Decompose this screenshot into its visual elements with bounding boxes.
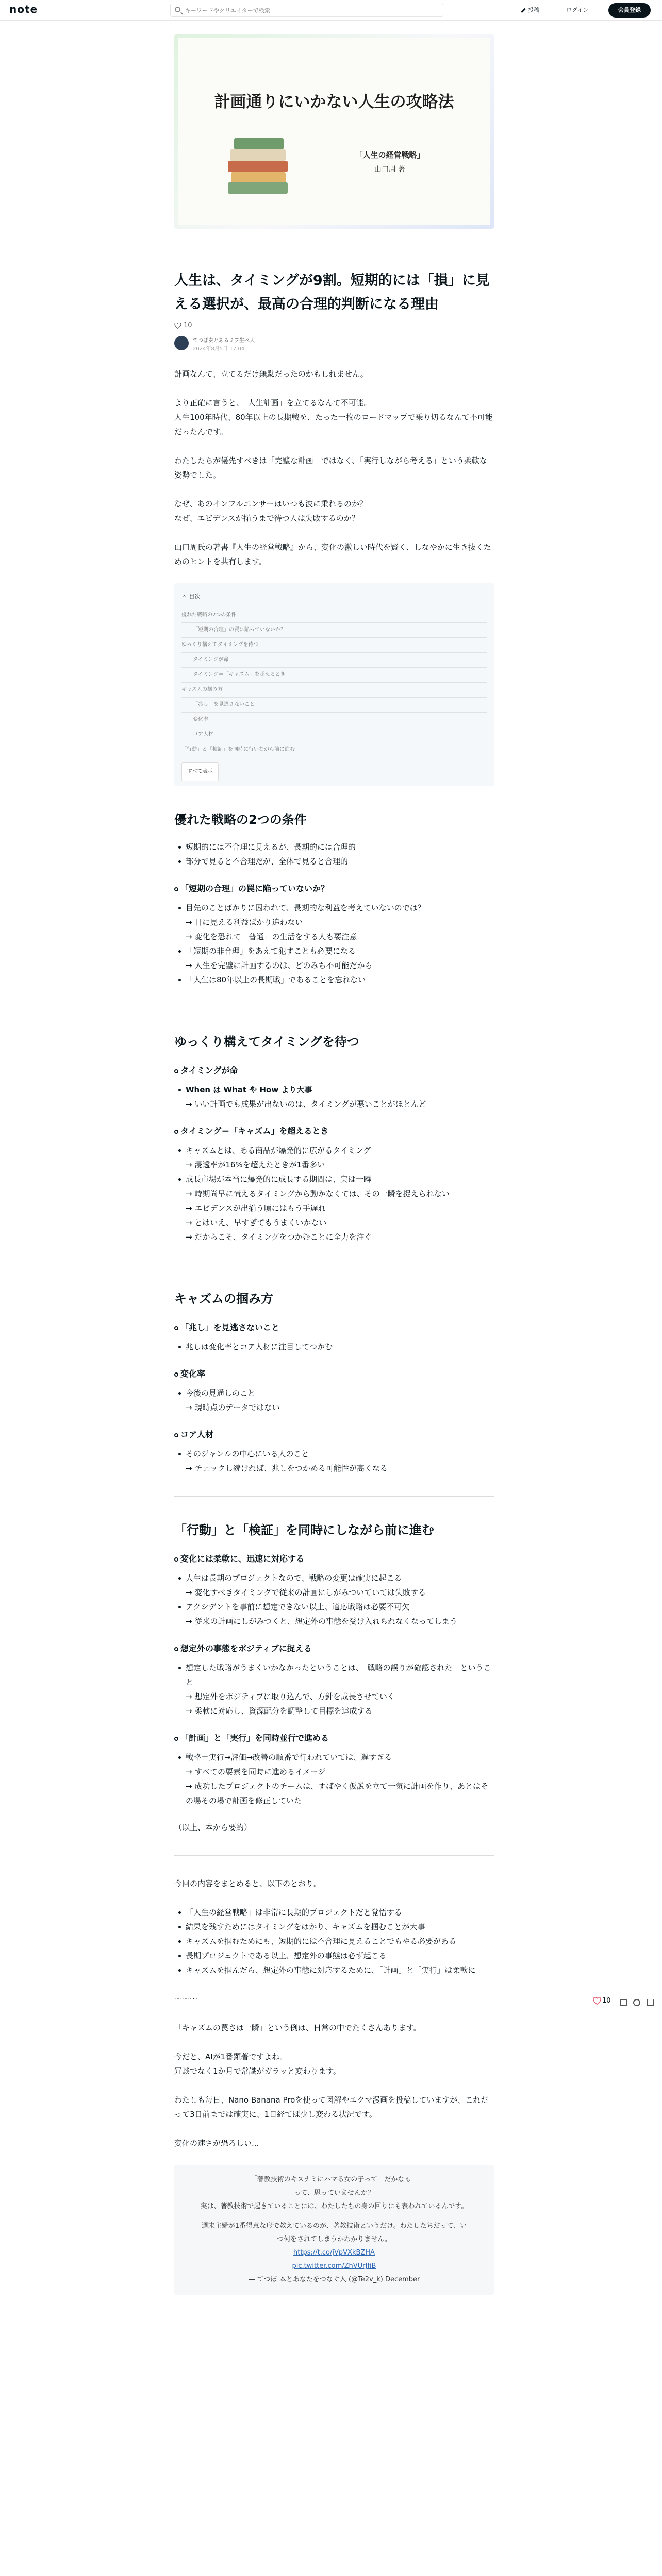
article-main xyxy=(174,34,494,2295)
subsection-heading: 想定外の事態をポジティブに捉える xyxy=(174,1642,494,1655)
paragraph: わたしも毎日、Nano Banana Proを使って図解やエクマ漫画を投稿していますが、これだって3日前までは確実に、1日経てば少し変わる状況です。 xyxy=(174,2095,489,2119)
search-box[interactable] xyxy=(170,4,443,17)
list-item: キャズムとは、ある商品が爆発的に広がるタイミング xyxy=(174,1143,494,1158)
circle-icon xyxy=(174,1433,178,1437)
sub-item: → 変化すべきタイミングで従来の計画にしがみついていては失敗する xyxy=(186,1588,426,1597)
list-item: 目先のことばかりに囚われて、長期的な利益を考えていないのでは？ xyxy=(174,901,494,915)
like-heart-icon[interactable] xyxy=(593,1997,601,2005)
subsection-heading: コア人材 xyxy=(174,1428,494,1442)
floating-action-bar xyxy=(593,1997,655,2009)
like-count: 10 xyxy=(184,321,192,329)
circle-icon xyxy=(174,1130,178,1134)
sub-item: → 浸透率が16%を超えたときが1番多い xyxy=(186,1160,325,1170)
login-link[interactable]: ログイン xyxy=(566,7,589,13)
avatar[interactable] xyxy=(174,336,189,350)
toc-toggle-icon: ＾ xyxy=(181,593,189,600)
toc-item[interactable]: ゆっくり構えてタイミングを待つ xyxy=(181,638,487,653)
paragraph: 今だと、AIが1番顕著ですよね。 冗談でなく1か月で常識がガラッと変わります。 xyxy=(174,2052,341,2076)
eyecatch-image xyxy=(174,34,494,229)
bullet-list xyxy=(174,1571,494,1585)
summary-list xyxy=(174,1905,494,1977)
post-label: 投稿 xyxy=(528,7,539,13)
list-item: 戦略＝実行→評価→改善の順番で行われていては、遅すぎる xyxy=(174,1750,494,1765)
divider xyxy=(174,1855,494,1856)
circle-icon xyxy=(174,1737,178,1741)
sub-item: → とはいえ、早すぎてもうまくいかない xyxy=(186,1218,327,1227)
like-count-row[interactable] xyxy=(174,321,494,333)
section-heading: 「行動」と「検証」を同時にしながら前に進む xyxy=(174,1523,434,1537)
subsection-heading: タイミング＝「キャズム」を超えるとき xyxy=(174,1125,494,1138)
circle-icon xyxy=(174,1326,178,1330)
list-item: 想定した戦略がうまくいかなかったということは、「戦略の誤りが確認された」ということ xyxy=(174,1660,494,1689)
subsection-heading: 「計画」と「実行」を同時並行で進める xyxy=(174,1732,494,1745)
bullet-list xyxy=(174,1082,494,1097)
bullet-list xyxy=(174,1386,494,1400)
share-icon[interactable] xyxy=(620,1999,627,2006)
note-logo[interactable]: note xyxy=(9,3,38,15)
subsection-heading: 「兆し」を見逃さないこと xyxy=(174,1321,494,1334)
sub-item: → だからこそ、タイミングをつかむことに全力を注ぐ xyxy=(186,1232,372,1242)
paragraph: （以上、本から要約） xyxy=(174,1823,252,1832)
list-item: 人生は長期のプロジェクトなので、戦略の変更は確実に起こる xyxy=(174,1571,494,1585)
toc-item[interactable]: 変化率 xyxy=(181,713,487,727)
circle-icon xyxy=(174,1069,178,1073)
list-item: 「短期の非合理」をあえて犯すことも必要になる xyxy=(174,944,494,958)
author-row[interactable] xyxy=(174,335,494,353)
sub-item: → すべての要素を同時に進めるイメージ xyxy=(186,1767,326,1776)
circle-icon xyxy=(174,1557,178,1562)
tweet-line: って、思っていませんか？ xyxy=(294,2189,374,2197)
list-item: 成長市場が本当に爆発的に成長する期間は、実は一瞬 xyxy=(174,1172,494,1187)
subsection-heading: 変化には柔軟に、迅速に対応する xyxy=(174,1552,494,1566)
paragraph: 山口周氏の著書『人生の経営戦略』から、変化の激しい時代を賢く、しなやかに生き抜くためのヒントを共有します。 xyxy=(174,543,491,566)
tweet-line: 「著教技術のキスナミにハマる女の子って＿だかなぁ」 xyxy=(250,2176,418,2183)
eyecatch-title: 計画通りにいかない人生の攻略法 xyxy=(214,93,454,111)
toc-item[interactable]: タイミングが命 xyxy=(181,653,487,668)
pen-icon xyxy=(521,8,525,12)
list-item: 兆しは変化率とコア人材に注目してつかむ xyxy=(174,1340,494,1354)
list-item: アクシデントを事前に想定できない以上、適応戦略は必要不可欠 xyxy=(174,1600,494,1614)
embedded-tweet[interactable] xyxy=(174,2165,494,2295)
like-count: 10 xyxy=(602,1997,611,2005)
bullet-list xyxy=(174,901,494,915)
list-item: 結果を残すためにはタイミングをはかり、キャズムを掴むことが大事 xyxy=(174,1920,494,1934)
eyecatch-subtitle: 「人生の経営戦略」 xyxy=(355,150,425,160)
toc-show-all-button[interactable]: すべて表示 xyxy=(181,762,219,781)
subsection-heading: タイミングが命 xyxy=(174,1064,494,1077)
list-item: 「人生の経営戦略」は非常に長期的プロジェクトだと覚悟する xyxy=(174,1905,494,1920)
heart-icon xyxy=(174,323,181,329)
section-heading: キャズムの掴み方 xyxy=(174,1292,273,1306)
toc-item[interactable]: 「短期の合理」の罠に陥っていないか？ xyxy=(181,623,487,638)
paragraph: 〜〜〜 xyxy=(174,1994,198,2004)
list-item: When は What や How より大事 xyxy=(174,1082,494,1097)
section-heading: ゆっくり構えてタイミングを待つ xyxy=(174,1035,359,1049)
bullet-list xyxy=(174,1172,494,1187)
toc-item[interactable]: コア人材 xyxy=(181,727,487,742)
bullet-list xyxy=(174,1660,494,1689)
table-of-contents xyxy=(174,583,494,786)
search-input[interactable] xyxy=(185,6,433,15)
books-illustration-icon xyxy=(228,138,288,192)
paragraph: 変化の速さが恐ろしい... xyxy=(174,2139,259,2148)
list-item: キャズムを掴むためにも、短期的には不合理に見えることでもやる必要がある xyxy=(174,1934,494,1948)
list-item: 長期プロジェクトである以上、想定外の事態は必ず起こる xyxy=(174,1948,494,1963)
paragraph: なぜ、あのインフルエンサーはいつも波に乗れるのか？ なぜ、エビデンスが揃うまで待つ人は失敗するのか？ xyxy=(174,499,367,523)
paragraph: より正確に言うと、「人生計画」を立てるなんて不可能。 人生100年時代、80年以上の長期戦を、たった一枚のロードマップで乗り切るなんて不可能だったんです。 xyxy=(174,398,493,436)
circle-icon xyxy=(174,1647,178,1651)
toc-item[interactable]: 「行動」と「検証」を同時に行いながら前に進む xyxy=(181,742,487,757)
subsection-heading: 「短期の合理」の罠に陥っていないか？ xyxy=(174,882,494,895)
list-item: そのジャンルの中心にいる人のこと xyxy=(174,1447,494,1461)
sub-item: → 柔軟に対応し、資源配分を調整して目標を達成する xyxy=(186,1706,373,1716)
list-item: キャズムを掴んだら、想定外の事態に対応するために、「計画」と「実行」は柔軟に xyxy=(174,1963,494,1977)
paragraph: 「キャズムの罠さは一瞬」という例は、日常の中でたくさんあります。 xyxy=(174,2023,421,2032)
tweet-line: 実は、著教技術で起きていることには、わたしたちの身の回りにも表われているんです。 xyxy=(200,2202,468,2210)
bookmark-icon[interactable] xyxy=(647,1999,654,2006)
sub-item: → 人生を完璧に計画するのは、どのみち不可能だから xyxy=(186,961,373,970)
toc-item[interactable]: キャズムの掴み方 xyxy=(181,683,487,698)
sub-item: → 成功したプロジェクトのチームは、すばやく仮説を立て一気に計画を作り、あとはその場その場で計画を修正していた xyxy=(186,1782,489,1805)
sub-item: → エビデンスが出揃う頃にはもう手遅れ xyxy=(186,1204,326,1213)
list-item: 短期的には不合理に見えるが、長期的には合理的 xyxy=(174,840,494,854)
tweet-attribution[interactable]: — てつぼ 本とあなたをつなぐ人 (@Te2v_k) December xyxy=(248,2276,420,2283)
tweet-pic-link[interactable]: pic.twitter.com/ZhVUrJfiB xyxy=(292,2262,376,2270)
eyecatch-author: 山口周 著 xyxy=(374,165,406,174)
comment-icon[interactable] xyxy=(633,1999,640,2006)
list-item: 今後の見通しのこと xyxy=(174,1386,494,1400)
publish-date: 2024年8月5日 17:04 xyxy=(193,346,245,352)
bullet-list xyxy=(174,973,494,987)
sub-item: → 現時点のデータではない xyxy=(186,1403,280,1412)
toc-item[interactable]: タイミング＝「キャズム」を超えるとき xyxy=(181,668,487,683)
article-body xyxy=(174,367,494,2295)
tweet-link[interactable]: https://t.co/jVpVXkBZHA xyxy=(293,2249,375,2257)
bullet-list xyxy=(174,840,494,869)
paragraph: 計画なんて、立てるだけ無駄だったのかもしれません。 xyxy=(174,369,368,379)
divider xyxy=(174,1496,494,1497)
bullet-list xyxy=(174,1600,494,1614)
bullet-list xyxy=(174,1750,494,1765)
sub-item: → 時期尚早に慌えるタイミングから動かなくては、その一瞬を捉えられない xyxy=(186,1189,450,1198)
bullet-list xyxy=(174,1340,494,1354)
toc-heading[interactable]: ＾ 目次 xyxy=(181,593,201,600)
bullet-list xyxy=(174,1143,494,1158)
sub-item: → チェックし続ければ、兆しをつかめる可能性が高くなる xyxy=(186,1464,388,1473)
bullet-list xyxy=(174,944,494,958)
author-name[interactable]: てつぼ奏とあるミヲ生べ人 xyxy=(193,338,255,344)
post-button[interactable] xyxy=(521,4,539,16)
signup-button[interactable]: 会員登録 xyxy=(608,3,651,18)
list-item: 「人生は80年以上の長期戦」であることを忘れない xyxy=(174,973,494,987)
sub-item: → いい計画でも成果が出ないのは、タイミングが悪いことがほとんど xyxy=(186,1099,426,1109)
subsection-heading: 変化率 xyxy=(174,1367,494,1381)
circle-icon xyxy=(174,1372,178,1377)
article-title: 人生は、タイミングが9割。短期的には「損」に見える選択が、最高の合理的判断になる理由 xyxy=(174,273,490,312)
tweet-line: 週末主婦が1番得意な形で教えているのが、著教技術というだけ。わたしたちだって、いつ何をされてしまうかわかりません。 xyxy=(201,2222,467,2243)
sub-item: → 目に見える利益ばかり追わない xyxy=(186,918,303,927)
bullet-list xyxy=(174,1447,494,1461)
paragraph: 今回の内容をまとめると、以下のとおり。 xyxy=(174,1879,322,1888)
sub-item: → 変化を恐れて「普通」の生活をする人も要注意 xyxy=(186,932,357,941)
circle-icon xyxy=(174,887,178,891)
list-item: 部分で見ると不合理だが、全体で見ると合理的 xyxy=(174,854,494,869)
section-heading: 優れた戦略の2つの条件 xyxy=(174,812,307,827)
paragraph: わたしたちが優先すべきは「完璧な計画」ではなく、「実行しながら考える」という柔軟な姿勢でした。 xyxy=(174,456,487,480)
search-icon xyxy=(175,7,180,12)
sub-item: → 想定外をポジティブに取り込んで、方針を成長させていく xyxy=(186,1692,395,1701)
sub-item: → 従来の計画にしがみつくと、想定外の事態を受け入れられなくなってしまう xyxy=(186,1617,458,1626)
toc-item[interactable]: 「兆し」を見逃さないこと xyxy=(181,698,487,713)
toc-item[interactable]: 優れた戦略の2つの条件 xyxy=(181,608,487,623)
site-header xyxy=(0,0,662,21)
